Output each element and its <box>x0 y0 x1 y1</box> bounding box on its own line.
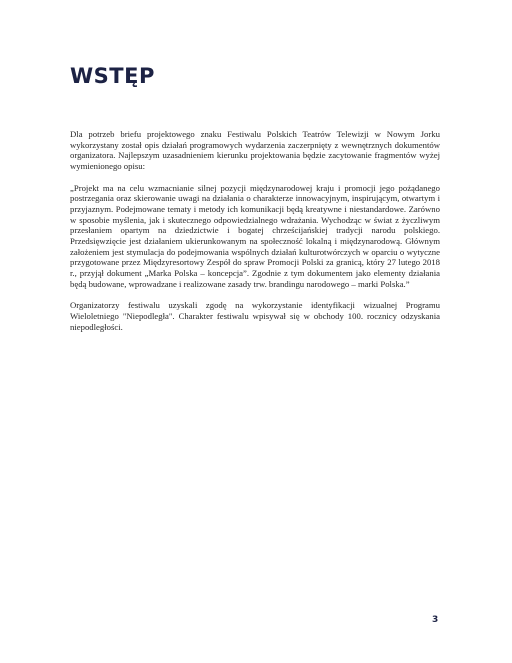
intro-paragraph: Dla potrzeb briefu projektowego znaku Festiwalu Polskich Teatrów Telewizji w Nowym Jorku wykorzystany został opis działań programowych wydarzenia zaczerpnięty z wewnętrznych dokumentów organizatora. Najlepszym uzasadnieniem kierunku projektowania będzie zacytowanie fragmentów wyżej wymienionego opisu: <box>70 129 440 172</box>
body-text <box>70 129 440 343</box>
page-title: WSTĘP <box>70 64 155 88</box>
page-number: 3 <box>432 615 439 625</box>
closing-paragraph: Organizatorzy festiwalu uzyskali zgodę na wykorzystanie identyfikacji wizualnej Programu Wieloletniego "Niepodległa". Charakter festiwalu wpisywał się w obchody 100. rocznicy odzyskania niepodległości. <box>70 300 440 332</box>
quote-paragraph: „Projekt ma na celu wzmacnianie silnej pozycji międzynarodowej kraju i promocji jego pożądanego postrzegania oraz skierowanie uwagi na działania o charakterze innowacyjnym, inspirującym, otwartym i przyjaznym. Podejmowane tematy i metody ich komunikacji będą kreatywne i niestandardowe. Zarówno w sposobie myślenia, jak i skutecznego odpowiedzialnego wdrażania. Wychodząc w świat z życzliwym przesłaniem opartym na dziedzictwie i bogatej chrześcijańskiej tradycji narodu polskiego. Przedsięwzięcie jest działaniem ukierunkowanym na społeczność lokalną i międzynarodową. Głównym założeniem jest stymulacja do podejmowania wspólnych działań kulturotwórczych w oparciu o wytyczne przygotowane przez Międzyresortowy Zespół do spraw Promocji Polski za granicą, który 27 lutego 2018 r., przyjął dokument „Marka Polska – koncepcja”. Zgodnie z tym dokumentem jako elementy działania będą budowane, wprowadzane i realizowane zasady trw. brandingu narodowego – marki Polska.” <box>70 182 440 289</box>
